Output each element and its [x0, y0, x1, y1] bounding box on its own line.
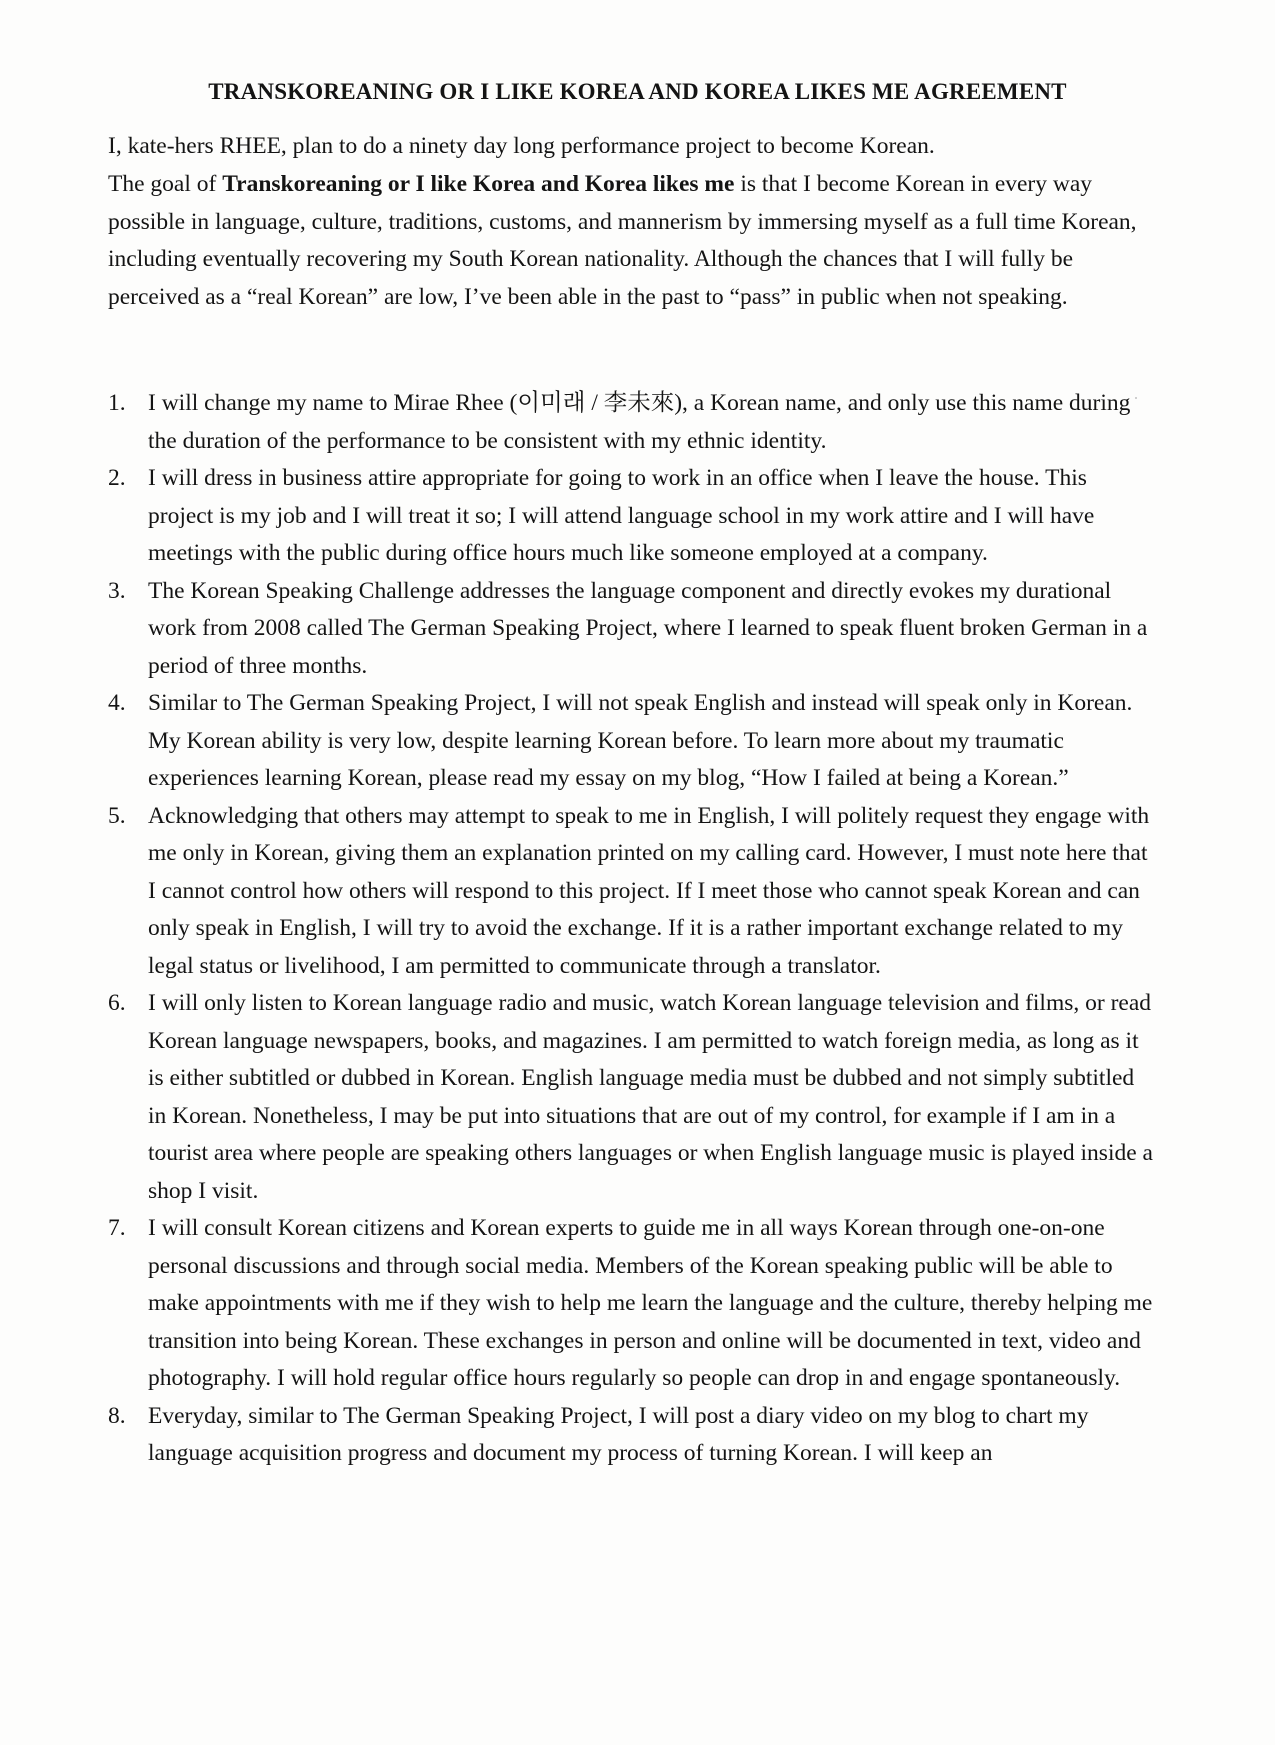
- list-item-text: Everyday, similar to The German Speaking Project, I will post a diary video on my blog to chart my language acquisition progress and document my process of turning Korean. I will keep an: [148, 1402, 1089, 1466]
- project-title-bold: Transkoreaning or I like Korea and Korea likes me: [222, 170, 735, 197]
- intro-first-sentence: I, kate-hers RHEE, plan to do a ninety day long performance project to become Korean.: [108, 133, 935, 159]
- list-item: [108, 573, 1153, 686]
- list-item-text: I will dress in business attire appropriate for going to work in an office when I leave the house. This project is my job and I will treat it so; I will attend language school in my work attire and I will have meetings with the public during office hours much like someone employed at a company.: [148, 465, 1095, 566]
- agreement-list: [108, 385, 1153, 1473]
- list-item-number: 7.: [108, 1215, 126, 1241]
- scan-speck: [1135, 397, 1137, 399]
- list-item: [108, 1398, 1153, 1473]
- list-item-number: 5.: [108, 802, 126, 829]
- list-item: [108, 685, 1153, 798]
- list-item-text: Similar to The German Speaking Project, I will not speak English and instead will speak only in Korean. My Korean ability is very low, despite learning Korean before. To learn more about my traumatic experiences learning Korean, please read my essay on my blog, “How I failed at being a Korean.”: [148, 690, 1133, 791]
- list-item-number: 1.: [108, 390, 126, 416]
- list-item-number: 6.: [108, 990, 126, 1016]
- list-item: [108, 1210, 1153, 1398]
- list-item-text: I will change my name to Mirae Rhee (이미래 / 李未來), a Korean name, and only use this name during the duration of the performance to be consistent with my ethnic identity.: [148, 390, 1131, 454]
- list-item: [108, 985, 1153, 1210]
- list-item-number: 4.: [108, 690, 126, 716]
- list-item-text: I will consult Korean citizens and Korean experts to guide me in all ways Korean through one-on-one personal discussions and through social media. Members of the Korean speaking public will be able to make appointments with me if they wish to help me learn the language and the culture, thereby helping me transition into being Korean. These exchanges in person and online will be documented in text, video and photography. I will hold regular office hours regularly so people can drop in and engage spontaneously.: [148, 1215, 1153, 1391]
- document-title: TRANSKOREANING OR I LIKE KOREA AND KOREA LIKES ME AGREEMENT: [208, 79, 1067, 105]
- list-item-number: 8.: [108, 1402, 126, 1429]
- list-item: [108, 798, 1153, 986]
- list-item-text: I will only listen to Korean language radio and music, watch Korean language television and films, or read Korean language newspapers, books, and magazines. I am permitted to watch foreign media, as long as it is either subtitled or dubbed in Korean. English language media must be dubbed and not simply subtitled in Korean. Nonetheless, I may be put into situations that are out of my control, for example if I am in a tourist area where people are speaking others languages or when English language music is played inside a shop I visit.: [148, 990, 1153, 1204]
- goal-suffix: is that I become Korean in every way possible in language, culture, traditions, customs, and mannerism by immersing myself as a full time Korean, including eventually recovering my South Korean nationality. Although the chances that I will fully be perceived as a “real Korean” are low, I’ve been able in the past to “pass” in public when not speaking.: [108, 170, 1137, 311]
- list-item-number: 2.: [108, 465, 126, 491]
- list-item-text: The Korean Speaking Challenge addresses the language component and directly evokes my durational work from 2008 called The German Speaking Project, where I learned to speak fluent broken German in a period of three months.: [148, 577, 1148, 679]
- list-item-text: Acknowledging that others may attempt to speak to me in English, I will politely request they engage with me only in Korean, giving them an explanation printed on my calling card. However, I must note here that I cannot control how others will respond to this project. If I meet those who cannot speak Korean and can only speak in English, I will try to avoid the exchange. If it is a rather important exchange related to my legal status or livelihood, I am permitted to communicate through a translator.: [148, 802, 1150, 979]
- list-item: [108, 385, 1153, 460]
- intro-section: [108, 128, 1153, 317]
- goal-prefix: The goal of: [108, 170, 223, 197]
- list-item-number: 3.: [108, 577, 126, 604]
- list-item: [108, 460, 1153, 573]
- intro-goal-paragraph: [108, 166, 1153, 317]
